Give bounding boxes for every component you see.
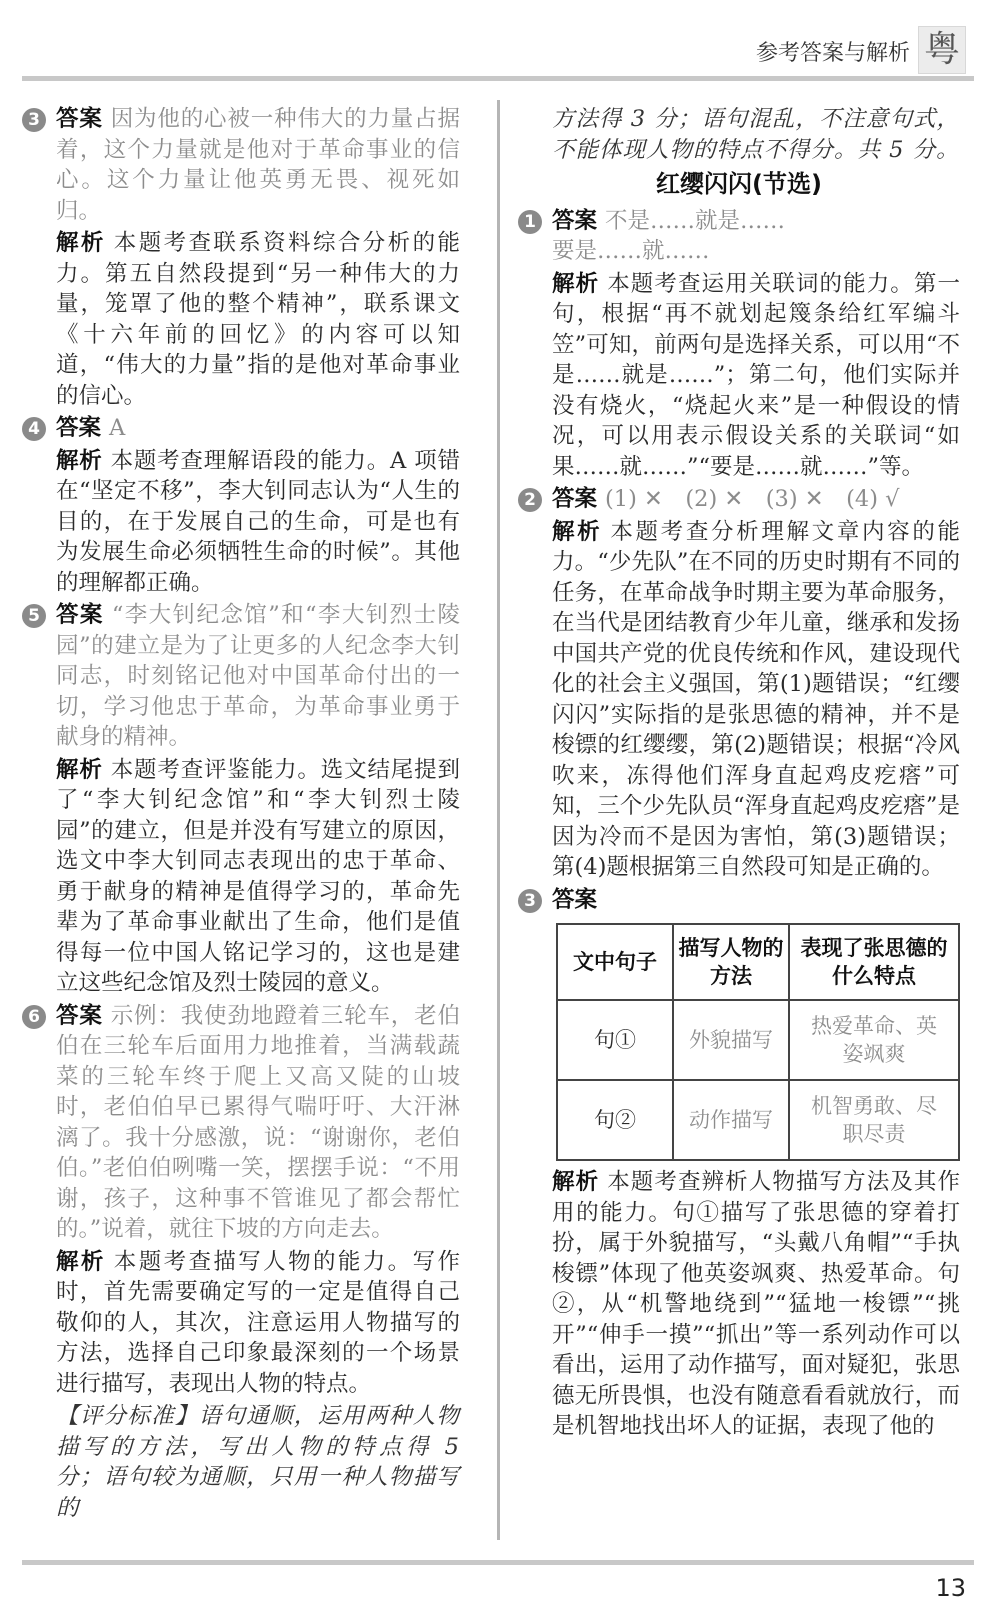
column-divider bbox=[497, 100, 500, 1540]
analysis-text: 本题考查运用关联词的能力。第一句，根据“再不就划起篾条给红军编斗笠”可知，前两句是选择关系，可以用“不是……就是……”；第二句，他们实际并没有烧火，“烧起火来”是一种假设的情况，可以用表示假设关系的关联词“如果……就……”“要是……就……”等。 bbox=[552, 270, 960, 480]
section-title: 红缨闪闪(节选) bbox=[656, 170, 822, 198]
analysis-text: 本题考查评鉴能力。选文结尾提到了“李大钊纪念馆”和“李大钊烈士陵园”的建立，但是并没有写建立的原因，选文中李大钊同志表现出的忠于革命、勇于献身的精神是值得学习的，革命先辈为了革命事业献出了生命，他们是值得每一位中国人铭记学习的，这也是建立这些纪念馆及烈士陵园的意义。 bbox=[56, 756, 460, 996]
question-number-badge: 1 bbox=[518, 210, 542, 234]
grading-criteria: 【评分标准】语句通顺，运用两种人物描写的方法，写出人物的特点得 5 分；语句较为通顺，只用一种人物描写的 bbox=[56, 1403, 460, 1521]
answer-table bbox=[556, 923, 960, 1161]
question-4 bbox=[22, 413, 460, 598]
right-column bbox=[518, 104, 960, 1444]
table-cell: 热爱革命、英姿飒爽 bbox=[789, 1000, 959, 1080]
table-cell: 机智勇敢、尽职尽责 bbox=[789, 1080, 959, 1160]
left-column bbox=[22, 104, 460, 1525]
page-header-title: 参考答案与解析 bbox=[755, 41, 910, 66]
table-cell: 动作描写 bbox=[673, 1080, 789, 1160]
analysis-text: 本题考查分析理解文章内容的能力。“少先队”在不同的历史时期有不同的任务，在革命战争时期主要为革命服务，在当代是团结教育少年儿童，继承和发扬中国共产党的优良传统和作风，建设现代化的社会主义强国，第(1)题错误；“红缨闪闪”实际指的是张思德的精神，并不是梭镖的红缨缨，第(2)题错误；根据“冷风吹来，冻得他们浑身直起鸡皮疙瘩”可知，三个少先队员“浑身直起鸡皮疙瘩”是因为冷而不是因为害怕，第(3)题错误；第(4)题根据第三自然段可知是正确的。 bbox=[552, 518, 960, 880]
page-number: 13 bbox=[935, 1574, 966, 1602]
question-3 bbox=[518, 885, 960, 1442]
table-header-cell: 表现了张思德的什么特点 bbox=[789, 924, 959, 1000]
answer-label: 答案 bbox=[552, 207, 598, 234]
analysis-text: 本题考查联系资料综合分析的能力。第五自然段提到“另一种伟大的力量，笼罩了他的整个精神”，联系课文《十六年前的回忆》的内容可以知道，“伟大的力量”指的是他对革命事业的信心。 bbox=[56, 230, 460, 409]
answer-label: 答案 bbox=[56, 602, 104, 628]
question-number-badge: 4 bbox=[22, 417, 46, 441]
header-rule bbox=[22, 76, 974, 81]
analysis-label: 解析 bbox=[56, 1248, 106, 1275]
answer-text-line-2: 要是……就…… bbox=[552, 238, 710, 264]
question-number-badge: 3 bbox=[518, 889, 542, 913]
answer-label: 答案 bbox=[56, 106, 103, 132]
table-header-cell: 描写人物的方法 bbox=[673, 924, 789, 1000]
question-number-badge: 6 bbox=[22, 1005, 46, 1029]
answer-text: A bbox=[109, 415, 126, 441]
answer-text-line-1: 不是……就是…… bbox=[605, 207, 786, 234]
answer-label: 答案 bbox=[56, 1002, 103, 1029]
answer-label: 答案 bbox=[552, 486, 598, 512]
answer-text: 因为他的心被一种伟大的力量占据着，这个力量就是他对于革命事业的信心。这个力量让他英勇无畏、视死如归。 bbox=[56, 106, 460, 224]
table-row bbox=[557, 1000, 959, 1080]
question-number-badge: 2 bbox=[518, 488, 542, 512]
question-5 bbox=[22, 600, 460, 999]
table-header-row bbox=[557, 924, 959, 1000]
table-header-cell: 文中句子 bbox=[557, 924, 673, 1000]
question-1 bbox=[518, 206, 960, 483]
analysis-label: 解析 bbox=[56, 756, 103, 783]
analysis-text: 本题考查描写人物的能力。写作时，首先需要确定写的一定是值得自己敬仰的人，其次，注意运用人物描写的方法，选择自己印象最深刻的一个场景进行描写，表现出人物的特点。 bbox=[56, 1248, 460, 1397]
footer-rule bbox=[22, 1560, 974, 1565]
analysis-label: 解析 bbox=[552, 518, 603, 545]
question-3 bbox=[22, 104, 460, 411]
table-cell: 句① bbox=[557, 1000, 673, 1080]
question-number-badge: 3 bbox=[22, 108, 46, 132]
table-cell: 外貌描写 bbox=[673, 1000, 789, 1080]
answer-text: 示例：我使劲地蹬着三轮车，老伯伯在三轮车后面用力地推着，当满载蔬菜的三轮车终于爬上又高又陡的山坡时，老伯伯早已累得气喘吁吁、大汗淋漓了。我十分感激，说：“谢谢你，老伯伯。”老伯伯咧嘴一笑，摆摆手说：“不用谢，孩子，这种事不管谁见了都会帮忙的。”说着，就往下坡的方向走去。 bbox=[56, 1002, 460, 1242]
analysis-label: 解析 bbox=[56, 230, 106, 256]
grading-criteria-continued: 方法得 3 分；语句混乱，不注意句式，不能体现人物的特点不得分。共 5 分。 bbox=[552, 106, 960, 163]
answer-label: 答案 bbox=[552, 886, 598, 913]
analysis-text: 本题考查理解语段的能力。A 项错在“坚定不移”，李大钊同志认为“人生的目的，在于发展自己的生命，可是也有为发展生命必须牺牲生命的时候”。其他的理解都正确。 bbox=[56, 447, 460, 596]
analysis-label: 解析 bbox=[552, 1169, 600, 1195]
table-cell: 句② bbox=[557, 1080, 673, 1160]
answer-text: (1) ✕ (2) ✕ (3) ✕ (4) √ bbox=[605, 486, 900, 512]
analysis-label: 解析 bbox=[552, 270, 600, 297]
analysis-label: 解析 bbox=[56, 447, 103, 474]
question-number-badge: 5 bbox=[22, 604, 46, 628]
analysis-text: 本题考查辨析人物描写方法及其作用的能力。句①描写了张思德的穿着打扮，属于外貌描写，“头戴八角帽”“手执梭镖”体现了他英姿飒爽、热爱革命。句②，从“机警地绕到”“猛地一梭镖”“挑开”“伸手一摸”“抓出”等一系列动作可以看出，运用了动作描写，面对疑犯，张思德无所畏惧，也没有随意看看就放行，而是机智地找出坏人的证据，表现了他的 bbox=[552, 1169, 960, 1439]
answer-label: 答案 bbox=[56, 415, 102, 441]
question-2 bbox=[518, 484, 960, 883]
answer-text: “李大钊纪念馆”和“李大钊烈士陵园”的建立是为了让更多的人纪念李大钊同志，时刻铭记他对中国革命付出的一切，学习他忠于革命，为革命事业勇于献身的精神。 bbox=[56, 602, 460, 750]
table-row bbox=[557, 1080, 959, 1160]
publisher-mark-icon: 粤 bbox=[918, 26, 966, 74]
question-6 bbox=[22, 1001, 460, 1524]
